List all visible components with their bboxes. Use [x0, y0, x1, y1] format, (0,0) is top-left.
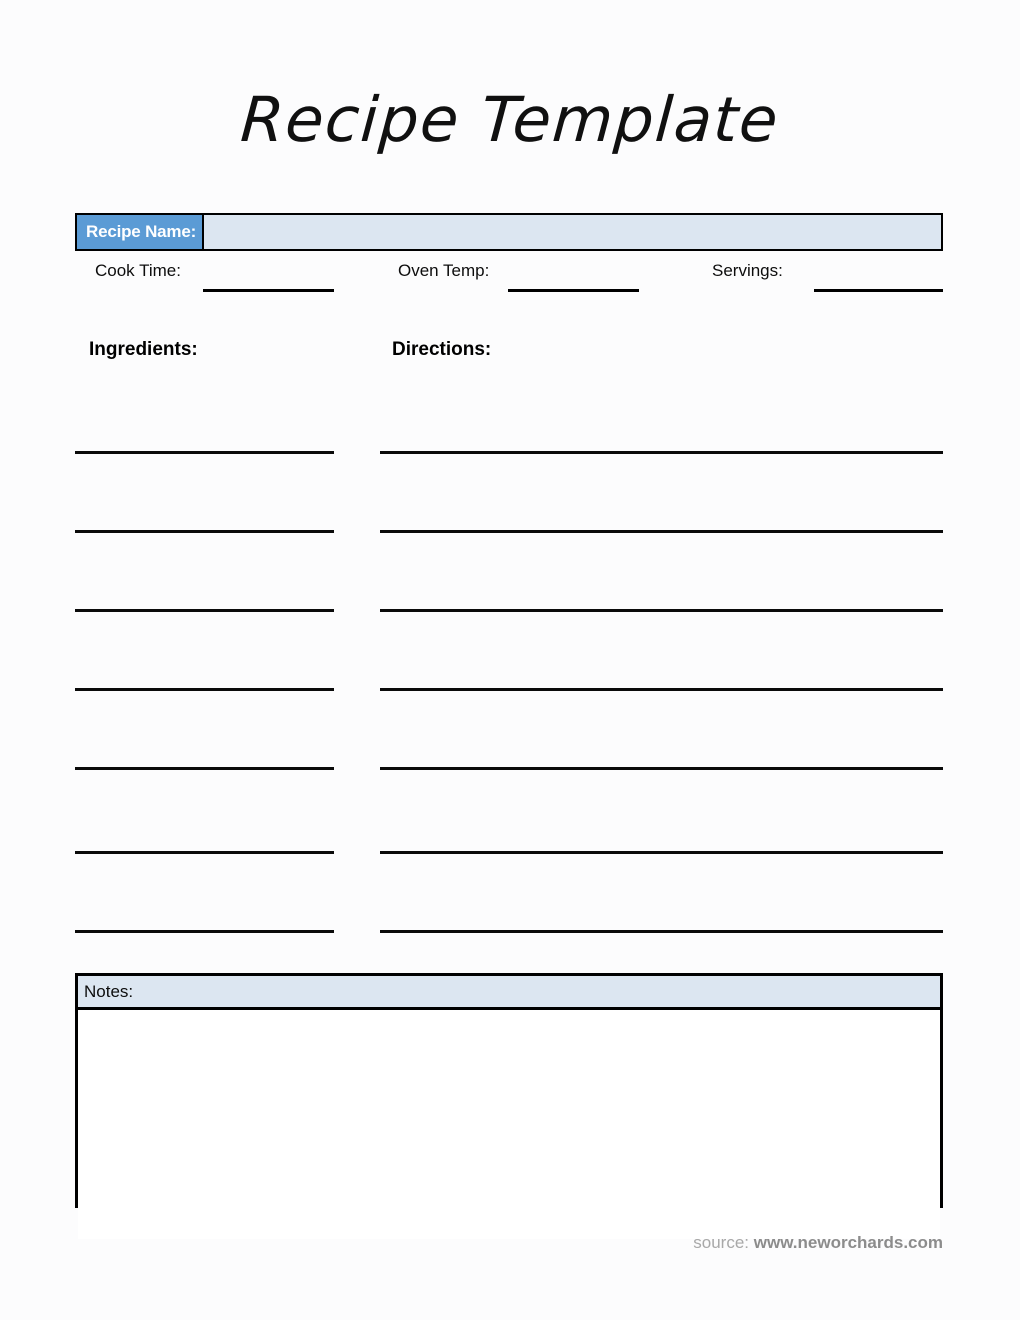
servings-field-group: [712, 261, 783, 291]
ingredients-line[interactable]: [75, 688, 334, 691]
directions-line[interactable]: [380, 767, 943, 770]
ingredients-heading: Ingredients:: [89, 339, 198, 360]
oven-temp-label: Oven Temp:: [398, 261, 490, 280]
cook-time-input[interactable]: [203, 289, 334, 292]
ingredients-line[interactable]: [75, 451, 334, 454]
directions-line[interactable]: [380, 609, 943, 612]
ingredients-line[interactable]: [75, 530, 334, 533]
directions-heading: Directions:: [392, 339, 492, 360]
directions-line[interactable]: [380, 451, 943, 454]
oven-temp-field-group: [398, 261, 489, 291]
cook-time-field-group: [95, 261, 181, 291]
oven-temp-input[interactable]: [508, 289, 639, 292]
ingredients-line[interactable]: [75, 609, 334, 612]
directions-line[interactable]: [380, 688, 943, 691]
directions-line[interactable]: [380, 530, 943, 533]
footer: [0, 1232, 943, 1254]
servings-label: Servings:: [712, 261, 783, 280]
page-title: Recipe Template: [238, 83, 782, 156]
recipe-name-input[interactable]: [204, 215, 941, 249]
footer-source-url: www.neworchards.com: [753, 1233, 943, 1252]
cook-time-label: Cook Time:: [95, 261, 181, 280]
footer-source-label: source:: [693, 1233, 754, 1252]
recipe-name-label: Recipe Name:: [77, 215, 204, 249]
ingredients-line[interactable]: [75, 930, 334, 933]
notes-input[interactable]: [78, 1010, 940, 1239]
notes-header: [78, 976, 940, 1010]
directions-line[interactable]: [380, 930, 943, 933]
notes-label: Notes:: [84, 981, 134, 1001]
ingredients-line[interactable]: [75, 767, 334, 770]
notes-box: [75, 973, 943, 1208]
servings-input[interactable]: [814, 289, 943, 292]
recipe-name-row: [75, 213, 943, 251]
ingredients-line[interactable]: [75, 851, 334, 854]
directions-line[interactable]: [380, 851, 943, 854]
